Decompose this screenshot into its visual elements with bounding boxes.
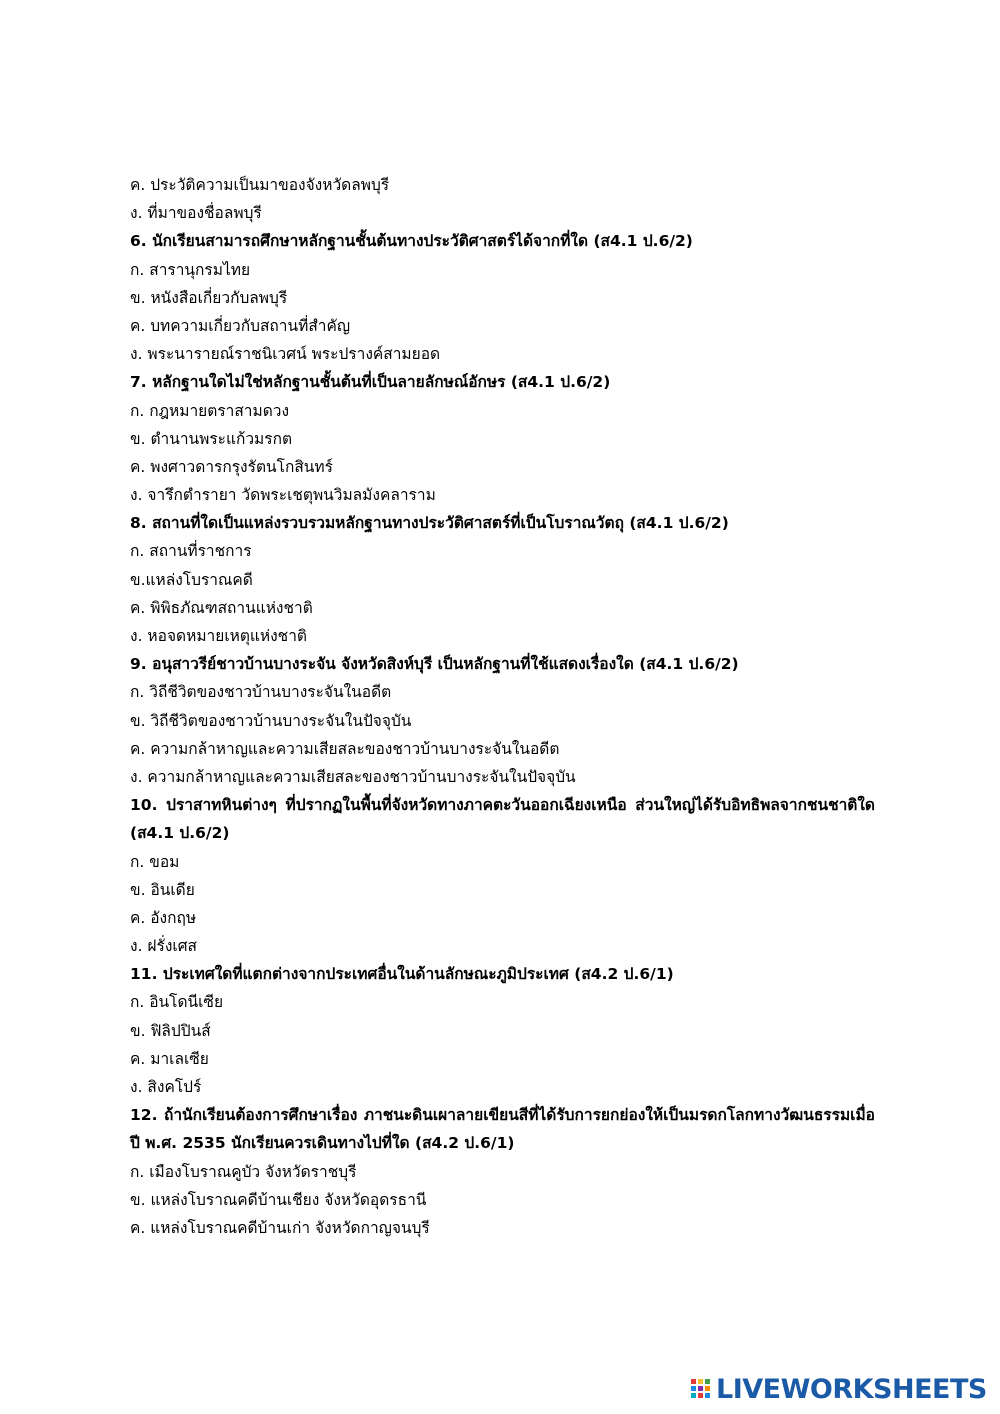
question-text: 6. นักเรียนสามารถศึกษาหลักฐานชั้นต้นทางประวัติศาสตร์ได้จากที่ใด (ส4.1 ป.6/2) <box>130 232 693 251</box>
choice-text: ข.แหล่งโบราณคดี <box>130 570 253 589</box>
choice-text: ง. พระนารายณ์ราชนิเวศน์ พระปรางค์สามยอด <box>130 345 441 364</box>
liveworksheets-logo-text: LIVEWORKSHEETS <box>716 1374 987 1405</box>
choice-text: ง. ความกล้าหาญและความเสียสละของชาวบ้านบางระจันในปัจจุบัน <box>130 767 576 786</box>
choice-text: ง. สิงคโปร์ <box>130 1078 202 1097</box>
choice-text: ข. วิถีชีวิตของชาวบ้านบางระจันในปัจจุบัน <box>130 711 412 730</box>
choice-text: ก. ขอม <box>130 852 180 871</box>
choice-text: ค. พิพิธภัณฑสถานแห่งชาติ <box>130 598 313 617</box>
choice-text: ก. อินโดนีเซีย <box>130 993 224 1012</box>
choice-text: ก. กฎหมายตราสามดวง <box>130 401 290 420</box>
choice-text: ก. สารานุกรมไทย <box>130 260 251 279</box>
question-text: 10. ปราสาทหินต่างๆ ที่ปรากฏในพื้นที่จังหวัดทางภาคตะวันออกเฉียงเหนือ ส่วนใหญ่ได้รับอิทธิพลจากชนชาติใด (ส4.1 ป.6/2) <box>130 796 875 843</box>
liveworksheets-logo <box>690 1372 987 1408</box>
choice-text: ค. มาเลเซีย <box>130 1049 209 1068</box>
choice-text: ค. แหล่งโบราณคดีบ้านเก่า จังหวัดกาญจนบุรี <box>130 1219 430 1237</box>
choice-text: ง. ที่มาของชื่อลพบุรี <box>130 204 262 223</box>
question-text: 8. สถานที่ใดเป็นแหล่งรวบรวมหลักฐานทางประวัติศาสตร์ที่เป็นโบราณวัตถุ (ส4.1 ป.6/2) <box>130 514 729 533</box>
choice-text: ข. ฟิลิปปินส์ <box>130 1021 211 1040</box>
choice-text: ค. ความกล้าหาญและความเสียสละของชาวบ้านบางระจันในอดีต <box>130 739 560 758</box>
choice-text: ง. ฝรั่งเศส <box>130 937 197 956</box>
choice-text: ก. สถานที่ราชการ <box>130 542 252 561</box>
choice-text: ก. เมืองโบราณคูบัว จังหวัดราชบุรี <box>130 1162 357 1181</box>
choice-text: ข. หนังสือเกี่ยวกับลพบุรี <box>130 288 288 307</box>
choice-text: ง. จารึกตำรายา วัดพระเชตุพนวิมลมังคลาราม <box>130 486 436 505</box>
choice-text: ข. ตำนานพระแก้วมรกต <box>130 429 293 448</box>
choice-text: ง. หอจดหมายเหตุแห่งชาติ <box>130 627 307 645</box>
liveworksheets-logo-icon <box>690 1375 712 1405</box>
question-text: 11. ประเทศใดที่แตกต่างจากประเทศอื่นในด้านลักษณะภูมิประเทศ (ส4.2 ป.6/1) <box>130 965 674 984</box>
choice-text: ค. อังกฤษ <box>130 908 197 927</box>
choice-text: ก. วิถีชีวิตของชาวบ้านบางระจันในอดีต <box>130 683 392 702</box>
question-text: 12. ถ้านักเรียนต้องการศึกษาเรื่อง ภาชนะดินเผาลายเขียนสีที่ได้รับการยกย่องให้เป็นมรดกโลกทางวัฒนธรรมเมื่อปี พ.ศ. 2535 นักเรียนควรเดินทางไปที่ใด (ส4.2 ป.6/1) <box>130 1106 875 1153</box>
choice-text: ค. ประวัติความเป็นมาของจังหวัดลพบุรี <box>130 176 390 194</box>
question-text: 9. อนุสาวรีย์ชาวบ้านบางระจัน จังหวัดสิงห์บุรี เป็นหลักฐานที่ใช้แสดงเรื่องใด (ส4.1 ป.6/2) <box>130 655 739 674</box>
worksheet-content <box>130 171 890 1242</box>
choice-text: ข. อินเดีย <box>130 880 195 899</box>
choice-text: ข. แหล่งโบราณคดีบ้านเชียง จังหวัดอุดรธานี <box>130 1190 427 1209</box>
choice-text: ค. บทความเกี่ยวกับสถานที่สำคัญ <box>130 316 351 335</box>
choice-text: ค. พงศาวดารกรุงรัตนโกสินทร์ <box>130 457 333 476</box>
question-text: 7. หลักฐานใดไม่ใช่หลักฐานชั้นต้นที่เป็นลายลักษณ์อักษร (ส4.1 ป.6/2) <box>130 373 611 392</box>
